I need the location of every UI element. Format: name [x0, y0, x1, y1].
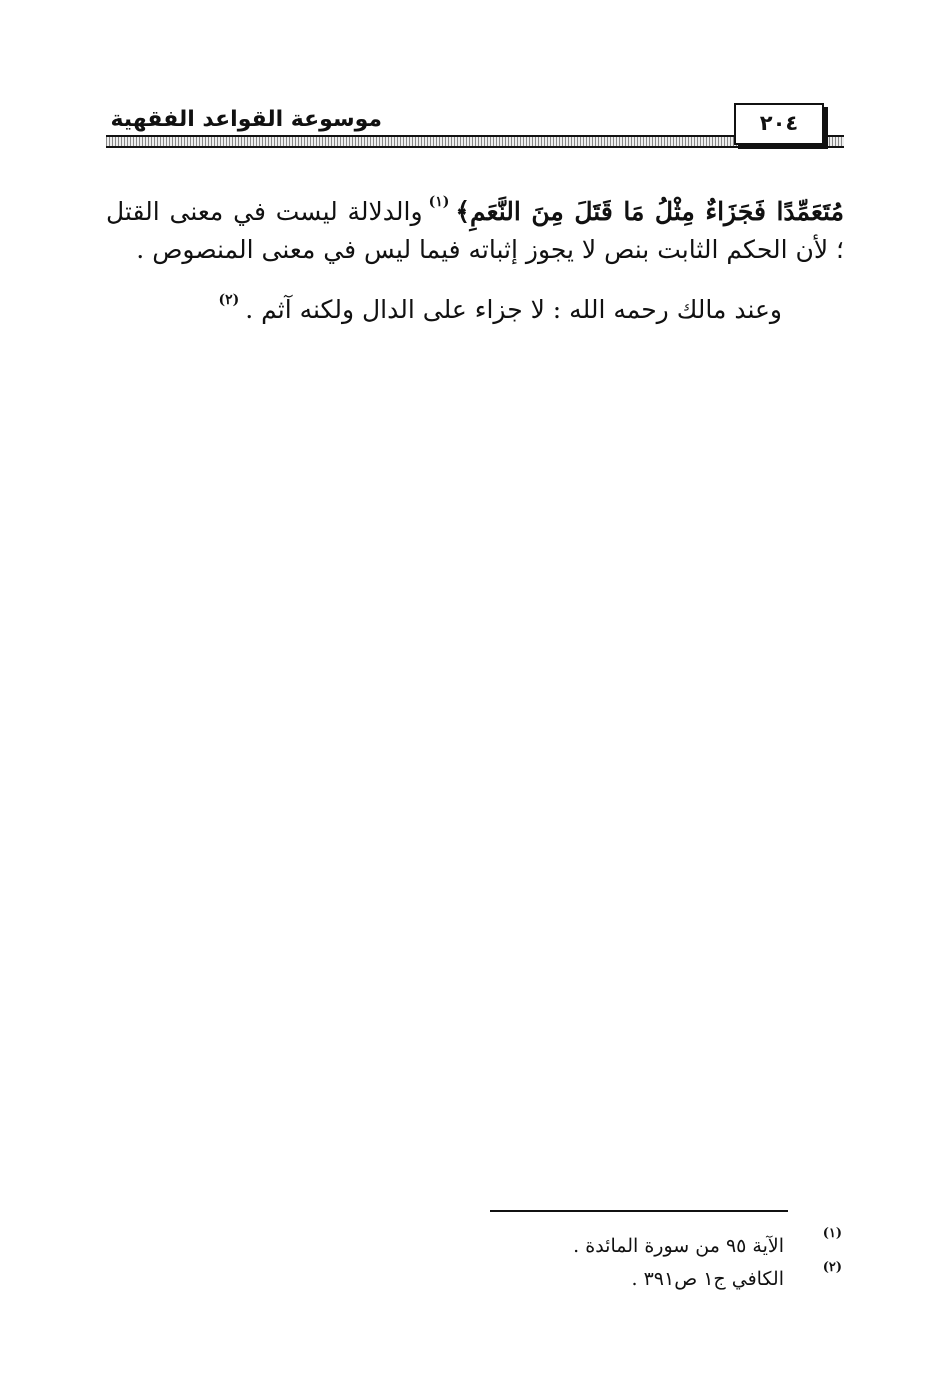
quran-verse: مُتَعَمِّدًا فَجَزَاءٌ مِثْلُ مَا قَتَلَ مِنَ النَّعَمِ	[470, 197, 844, 226]
footnote-ref-1: (١)	[428, 194, 450, 210]
body-line-3	[212, 278, 782, 332]
body-line-1-text: والدلالة ليست في معنى القتل	[106, 197, 423, 226]
body-line-2: ؛ لأن الحكم الثابت بنص لا يجوز إثباته فيما ليس في معنى المنصوص .	[136, 235, 844, 264]
page-header	[106, 95, 844, 157]
page-number-box	[734, 103, 824, 145]
body-line-3-text: وعند مالك رحمه الله : لا جزاء على الدال ولكنه آثم .	[245, 295, 782, 324]
footnote-ref-2: (٢)	[218, 292, 240, 308]
footnote-separator	[490, 1210, 788, 1212]
footnote-2: الكافي ج١ ص٣٩١ .	[631, 1268, 784, 1290]
footnote-marker-1: (١)	[822, 1226, 842, 1241]
body-line-1	[106, 180, 844, 234]
verse-close-bracket: ﴾	[455, 197, 470, 226]
footnote-1: الآية ٩٥ من سورة المائدة .	[573, 1235, 784, 1257]
page-number: ٢٠٤	[759, 111, 799, 135]
book-title: موسوعة القواعد الفقهية	[110, 107, 382, 132]
footnote-marker-2: (٢)	[822, 1260, 842, 1275]
